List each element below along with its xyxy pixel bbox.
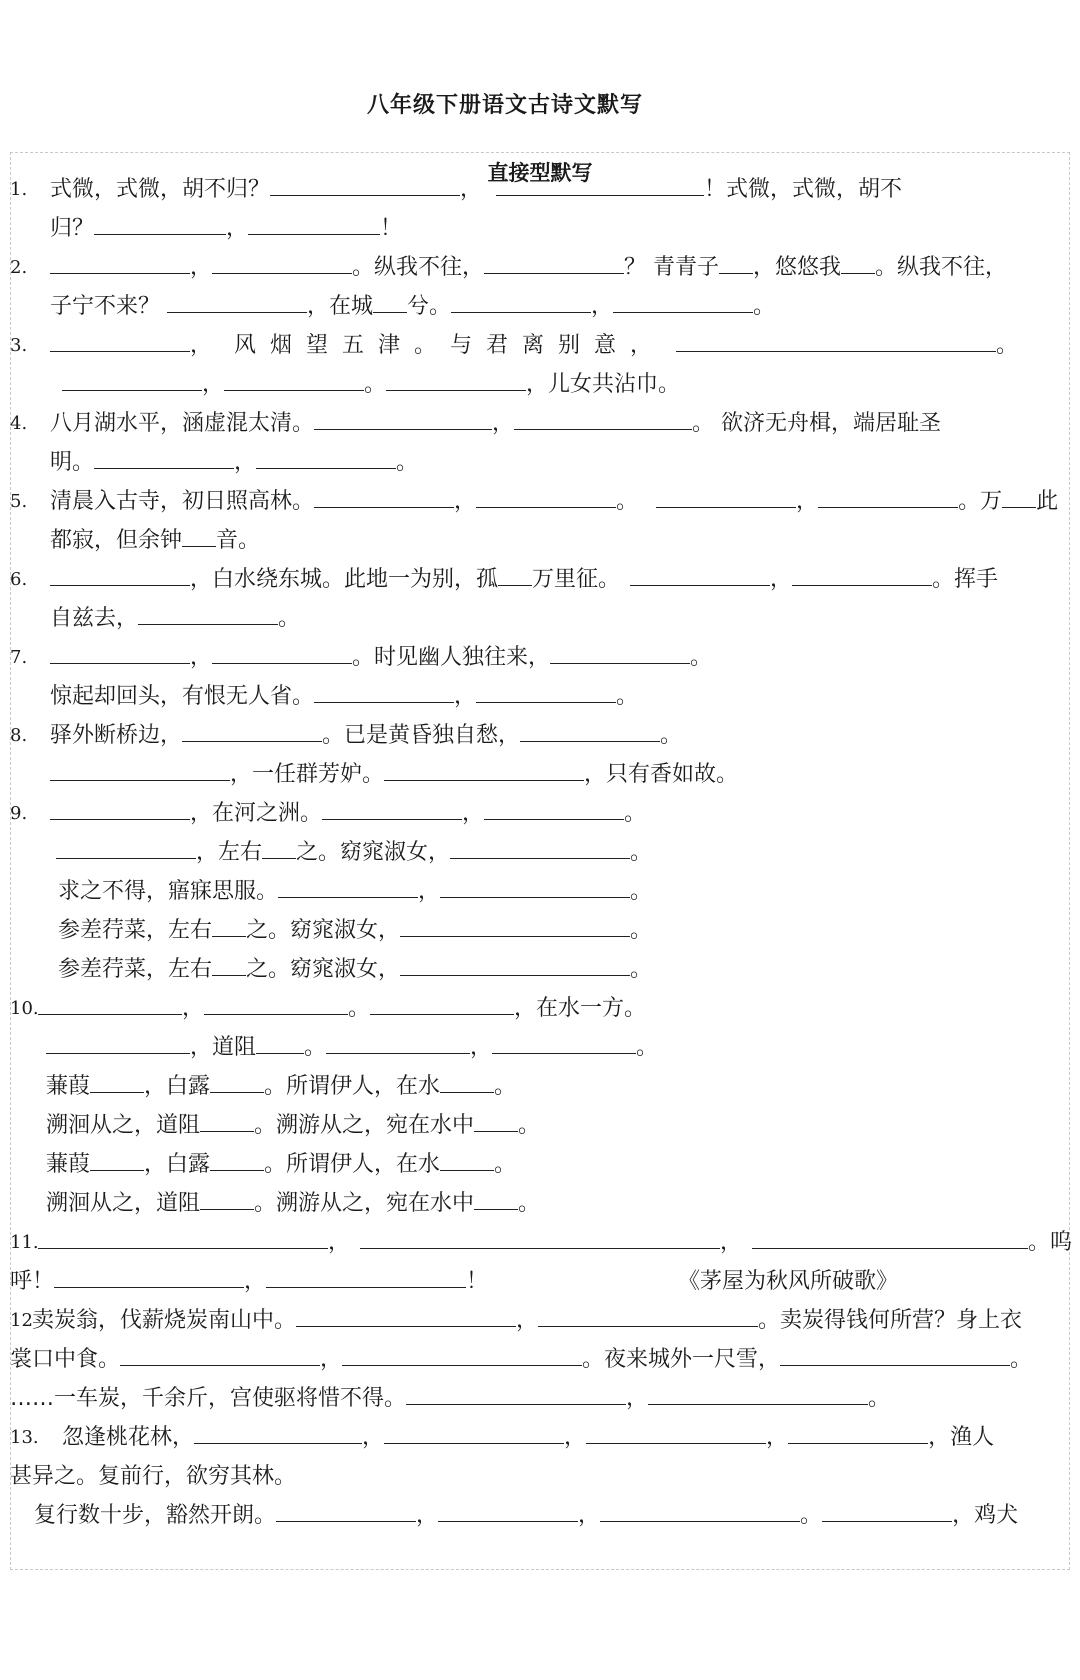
question-line xyxy=(34,1501,1018,1531)
line-text: 。 xyxy=(753,294,776,319)
question-number: 3. xyxy=(10,335,28,356)
line-text: 求之不得，寤寐思服。 xyxy=(58,879,279,904)
blank[interactable] xyxy=(322,801,462,820)
blank[interactable] xyxy=(648,1386,868,1405)
line-text: ，白露 xyxy=(144,1074,211,1099)
question-line xyxy=(10,1462,296,1492)
line-text: 。溯游从之，宛在水中 xyxy=(254,1113,475,1138)
question-number: 4. xyxy=(10,413,28,434)
line-text: 之。窈窕淑女， xyxy=(296,840,451,865)
question-line xyxy=(46,1150,516,1180)
blank[interactable] xyxy=(182,528,216,547)
line-text: ， xyxy=(470,1035,493,1060)
question-number: 11. xyxy=(10,1232,39,1253)
blank[interactable] xyxy=(200,1191,254,1210)
line-text: ，白水绕东城。此地一为别，孤 xyxy=(190,567,499,592)
blank[interactable] xyxy=(484,801,624,820)
blank[interactable] xyxy=(50,762,230,781)
question-line xyxy=(46,1111,540,1141)
question-line xyxy=(50,565,998,595)
question-number: 12 xyxy=(10,1310,33,1331)
line-text: 呼！ xyxy=(10,1269,55,1294)
blank[interactable] xyxy=(788,1425,928,1444)
blank[interactable] xyxy=(212,918,246,937)
line-text: ，鸡犬 xyxy=(952,1503,1019,1528)
line-text: ， xyxy=(416,1503,439,1528)
question-number: 9. xyxy=(10,803,28,824)
line-text: 参差荇菜，左右 xyxy=(58,957,213,982)
line-text: ，只有香如故。 xyxy=(584,762,739,787)
question-line xyxy=(50,604,300,634)
line-text: ， xyxy=(320,1347,343,1372)
blank[interactable] xyxy=(262,840,296,859)
line-text: 之。窈窕淑女， xyxy=(246,957,401,982)
blank[interactable] xyxy=(476,489,616,508)
blank[interactable] xyxy=(450,840,630,859)
question-line xyxy=(58,955,652,985)
blank[interactable] xyxy=(314,489,454,508)
question-number: 8. xyxy=(10,725,28,746)
blank[interactable] xyxy=(752,1230,1028,1249)
blank[interactable] xyxy=(296,1308,516,1327)
line-text: ， xyxy=(182,996,205,1021)
question-line xyxy=(10,1267,898,1297)
line-text: ， xyxy=(492,411,515,436)
line-text: 都寂，但余钟 xyxy=(50,528,183,553)
question-number: 13. xyxy=(10,1427,39,1448)
blank[interactable] xyxy=(656,489,796,508)
line-text: ， xyxy=(578,1503,601,1528)
line-text: 八月湖水平，涵虚混太清。 xyxy=(50,411,315,436)
blank[interactable] xyxy=(50,801,190,820)
question-line xyxy=(50,643,712,673)
blank[interactable] xyxy=(278,879,418,898)
line-text: ， xyxy=(418,879,441,904)
blank[interactable] xyxy=(224,372,364,391)
question-number: 7. xyxy=(10,647,28,668)
blank[interactable] xyxy=(484,255,624,274)
line-text: 。 xyxy=(636,1035,659,1060)
blank[interactable] xyxy=(498,567,532,586)
blank[interactable] xyxy=(256,450,396,469)
question-line xyxy=(50,721,682,751)
blank[interactable] xyxy=(342,1347,582,1366)
blank[interactable] xyxy=(276,1503,416,1522)
line-text: ，一任群芳妒。 xyxy=(230,762,385,787)
line-text: 。万 xyxy=(958,489,1003,514)
line-text: 。卖炭得钱何所营？身上衣 xyxy=(758,1308,1023,1333)
line-text: 忽逢桃花林， xyxy=(62,1425,195,1450)
line-text: 。所谓伊人，在水 xyxy=(264,1152,441,1177)
line-text: ，在城 xyxy=(307,294,374,319)
blank[interactable] xyxy=(384,762,584,781)
line-text: ， xyxy=(516,1308,539,1333)
line-text: 溯洄从之，道阻 xyxy=(46,1113,201,1138)
blank[interactable] xyxy=(194,1425,362,1444)
blank[interactable] xyxy=(550,645,690,664)
document-title: 八年级下册语文古诗文默写 xyxy=(366,93,643,118)
blank[interactable] xyxy=(90,1152,144,1171)
line-text: 蒹葭 xyxy=(46,1152,91,1177)
line-text: 。 xyxy=(518,1113,541,1138)
blank[interactable] xyxy=(62,372,202,391)
line-text: 清晨入古寺，初日照高林。 xyxy=(50,489,315,514)
blank[interactable] xyxy=(50,333,190,352)
blank[interactable] xyxy=(451,294,591,313)
question-line xyxy=(50,760,738,790)
blank[interactable] xyxy=(50,645,190,664)
question-line xyxy=(46,1189,540,1219)
blank[interactable] xyxy=(520,723,660,742)
blank[interactable] xyxy=(256,1035,304,1054)
blank[interactable] xyxy=(210,1074,264,1093)
line-text: ， xyxy=(244,1269,267,1294)
blank[interactable] xyxy=(474,1191,518,1210)
line-text: ，左右 xyxy=(196,840,263,865)
line-text: 。挥手 xyxy=(932,567,999,592)
blank[interactable] xyxy=(792,567,932,586)
line-text: 溯洄从之，道阻 xyxy=(46,1191,201,1216)
line-text: ，道阻 xyxy=(190,1035,257,1060)
blank[interactable] xyxy=(326,1035,470,1054)
line-text: ， xyxy=(362,1425,385,1450)
line-text: ， xyxy=(766,1425,789,1450)
question-line xyxy=(56,838,652,868)
blank[interactable] xyxy=(314,684,454,703)
line-text: ！式微，式微，胡不 xyxy=(704,177,903,202)
question-line xyxy=(38,994,646,1024)
blank[interactable] xyxy=(50,567,190,586)
line-text: ！ xyxy=(380,216,403,241)
line-text: ，白露 xyxy=(144,1152,211,1177)
line-text: 卖炭翁，伐薪烧炭南山中。 xyxy=(32,1308,297,1333)
line-text: 。 xyxy=(364,372,387,397)
line-text: 。 xyxy=(996,333,1019,358)
blank[interactable] xyxy=(438,1503,578,1522)
question-line xyxy=(50,331,1018,361)
line-text: 。 xyxy=(616,684,639,709)
question-line xyxy=(32,1306,1022,1336)
line-text: 。 xyxy=(616,489,639,514)
line-text: 自兹去， xyxy=(50,606,139,631)
question-line xyxy=(10,1384,890,1414)
line-text: 。 xyxy=(304,1035,327,1060)
line-text: ， xyxy=(454,684,477,709)
question-number: 2. xyxy=(10,257,28,278)
question-line xyxy=(62,370,680,400)
line-text: ？ 青青子 xyxy=(624,255,720,280)
blank[interactable] xyxy=(600,1503,800,1522)
line-text: 兮。 xyxy=(407,294,452,319)
line-text: ，儿女共沾巾。 xyxy=(526,372,681,397)
question-number: 6. xyxy=(10,569,28,590)
line-text: 。 xyxy=(630,840,653,865)
line-text: 蒹葭 xyxy=(46,1074,91,1099)
blank[interactable] xyxy=(613,294,753,313)
line-text: 式微，式微，胡不归？ xyxy=(50,177,271,202)
line-text: 。 xyxy=(278,606,301,631)
blank[interactable] xyxy=(200,1113,254,1132)
line-text: 。 xyxy=(1010,1347,1033,1372)
line-text: 。已是黄昏独自愁， xyxy=(322,723,521,748)
line-text: ， xyxy=(234,450,257,475)
line-text: 。 xyxy=(494,1074,517,1099)
line-text: ， xyxy=(202,372,225,397)
question-line xyxy=(50,214,402,244)
line-text: ， xyxy=(720,1230,743,1255)
question-line xyxy=(50,526,260,556)
line-text: 。 xyxy=(868,1386,891,1411)
blank[interactable] xyxy=(266,1269,466,1288)
question-line xyxy=(50,253,1007,283)
line-text: 。时见幽人独往来， xyxy=(352,645,551,670)
blank[interactable] xyxy=(373,294,407,313)
line-text: 子宁不来？ xyxy=(50,294,167,319)
line-text: 。所谓伊人，在水 xyxy=(264,1074,441,1099)
line-text: 。纵我不往， xyxy=(875,255,1008,280)
blank[interactable] xyxy=(94,216,226,235)
blank[interactable] xyxy=(248,216,380,235)
line-text: ， xyxy=(328,1230,351,1255)
question-line xyxy=(58,916,652,946)
line-text: 。 xyxy=(800,1503,823,1528)
blank[interactable] xyxy=(204,996,348,1015)
line-text: ……一车炭，千余斤，宫使驱将惜不得。 xyxy=(10,1386,407,1411)
blank[interactable] xyxy=(474,1113,518,1132)
blank[interactable] xyxy=(270,177,460,196)
question-line xyxy=(58,877,652,907)
blank[interactable] xyxy=(514,411,692,430)
line-text: 。 xyxy=(630,879,653,904)
blank[interactable] xyxy=(440,1152,494,1171)
line-text: 。纵我不往， xyxy=(352,255,485,280)
blank[interactable] xyxy=(719,255,753,274)
line-text: ， xyxy=(454,489,477,514)
question-line xyxy=(50,409,941,439)
line-text: 。 xyxy=(348,996,371,1021)
line-text: 。 xyxy=(630,957,653,982)
blank[interactable] xyxy=(818,489,958,508)
line-text: 。 xyxy=(624,801,647,826)
question-number: 10. xyxy=(10,998,39,1019)
blank[interactable] xyxy=(370,996,514,1015)
line-text: 裳口中食。 xyxy=(10,1347,121,1372)
blank[interactable] xyxy=(38,996,182,1015)
question-line xyxy=(46,1033,658,1063)
poem-source: 《茅屋为秋风所破歌》 xyxy=(678,1269,899,1294)
line-text: 甚异之。复前行，欲穷其林。 xyxy=(10,1464,297,1489)
question-line xyxy=(50,448,418,478)
blank[interactable] xyxy=(212,255,352,274)
blank[interactable] xyxy=(538,1308,758,1327)
line-text: 归？ xyxy=(50,216,95,241)
blank[interactable] xyxy=(630,567,770,586)
blank[interactable] xyxy=(384,1425,564,1444)
question-number: 5. xyxy=(10,491,28,512)
line-text: ，在水一方。 xyxy=(514,996,647,1021)
blank[interactable] xyxy=(212,645,352,664)
line-text: 复行数十步，豁然开朗。 xyxy=(34,1503,277,1528)
line-text: ，在河之洲。 xyxy=(190,801,323,826)
question-line xyxy=(50,487,1058,517)
line-text: 此 xyxy=(1036,489,1059,514)
line-text: ， xyxy=(796,489,819,514)
line-text: ，悠悠我 xyxy=(753,255,842,280)
blank[interactable] xyxy=(90,1074,144,1093)
blank[interactable] xyxy=(1002,489,1036,508)
line-text: 之。窈窕淑女， xyxy=(246,918,401,943)
line-text: 。溯游从之，宛在水中 xyxy=(254,1191,475,1216)
blank[interactable] xyxy=(400,918,630,937)
line-text: 驿外断桥边， xyxy=(50,723,183,748)
line-text: 风烟望五津。与君离别意， xyxy=(234,333,667,358)
line-text: 。 xyxy=(690,645,713,670)
blank[interactable] xyxy=(400,957,630,976)
blank[interactable] xyxy=(50,255,190,274)
line-text: 参差荇菜，左右 xyxy=(58,918,213,943)
line-text: ， xyxy=(591,294,614,319)
blank[interactable] xyxy=(586,1425,766,1444)
question-line xyxy=(38,1228,1072,1258)
question-line xyxy=(50,175,902,205)
line-text: ， xyxy=(190,645,213,670)
line-text: ， xyxy=(770,567,793,592)
line-text: 。 xyxy=(518,1191,541,1216)
blank[interactable] xyxy=(440,879,630,898)
blank[interactable] xyxy=(440,1074,494,1093)
blank[interactable] xyxy=(386,372,526,391)
question-line xyxy=(46,1072,516,1102)
blank[interactable] xyxy=(841,255,875,274)
blank[interactable] xyxy=(314,411,492,430)
line-text: ！ xyxy=(466,1269,489,1294)
line-text: 。 xyxy=(494,1152,517,1177)
blank[interactable] xyxy=(406,1386,626,1405)
blank[interactable] xyxy=(167,294,307,313)
blank[interactable] xyxy=(780,1347,1010,1366)
line-text: ， xyxy=(626,1386,649,1411)
line-text: 。呜 xyxy=(1028,1230,1073,1255)
line-text: ， xyxy=(564,1425,587,1450)
blank[interactable] xyxy=(476,684,616,703)
line-text: ， xyxy=(462,801,485,826)
blank[interactable] xyxy=(212,957,246,976)
blank[interactable] xyxy=(822,1503,952,1522)
line-text: 。 xyxy=(396,450,419,475)
question-number: 1. xyxy=(10,179,28,200)
line-text: 明。 xyxy=(50,450,95,475)
blank[interactable] xyxy=(360,1230,720,1249)
line-text: ， xyxy=(190,255,213,280)
line-text: 音。 xyxy=(216,528,261,553)
line-text: 。 欲济无舟楫，端居耻圣 xyxy=(692,411,942,436)
blank[interactable] xyxy=(94,450,234,469)
line-text: 万里征。 xyxy=(532,567,621,592)
blank[interactable] xyxy=(182,723,322,742)
question-line xyxy=(50,799,646,829)
question-line xyxy=(50,292,775,322)
line-text: 。夜来城外一尺雪， xyxy=(582,1347,781,1372)
question-line xyxy=(62,1423,994,1453)
blank[interactable] xyxy=(54,1269,244,1288)
line-text: ，渔人 xyxy=(928,1425,995,1450)
question-line xyxy=(10,1345,1032,1375)
line-text: ， xyxy=(190,333,213,358)
blank[interactable] xyxy=(46,1035,190,1054)
question-line xyxy=(50,682,638,712)
line-text: ， xyxy=(226,216,249,241)
blank[interactable] xyxy=(138,606,278,625)
blank[interactable] xyxy=(38,1230,328,1249)
blank[interactable] xyxy=(120,1347,320,1366)
line-text: ， xyxy=(460,177,483,202)
line-text: 。 xyxy=(660,723,683,748)
section-title: 直接型默写 xyxy=(487,161,593,185)
blank[interactable] xyxy=(676,333,996,352)
line-text: 。 xyxy=(630,918,653,943)
blank[interactable] xyxy=(56,840,196,859)
line-text: 惊起却回头，有恨无人省。 xyxy=(50,684,315,709)
blank[interactable] xyxy=(210,1152,264,1171)
blank[interactable] xyxy=(496,177,704,196)
blank[interactable] xyxy=(492,1035,636,1054)
